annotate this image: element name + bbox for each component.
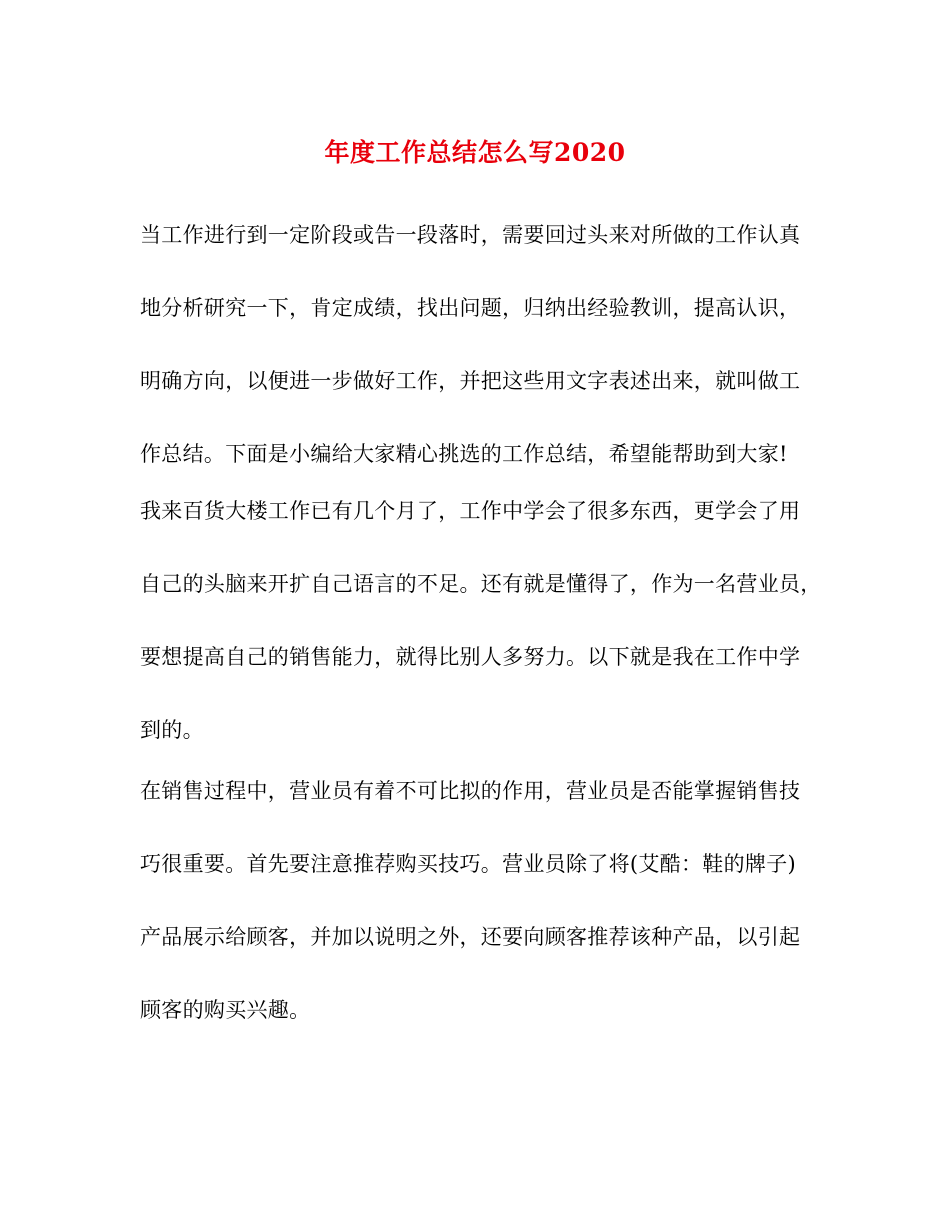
body-line-1: 当工作进行到一定阶段或告一段落时，需要回过头来对所做的工作认真 <box>140 223 801 247</box>
body-line-7: 要想提高自己的销售能力，就得比别人多努力。以下就是我在工作中学 <box>140 645 801 669</box>
body-line-3: 明确方向，以便进一步做好工作，并把这些用文字表述出来，就叫做工 <box>140 369 801 393</box>
body-line-8: 到的。 <box>140 718 204 742</box>
body-line-2: 地分析研究一下，肯定成绩，找出问题，归纳出经验教训，提高认识， <box>140 296 801 320</box>
body-line-4: 作总结。下面是小编给大家精心挑选的工作总结，希望能帮助到大家! <box>140 442 788 466</box>
body-line-10: 巧很重要。首先要注意推荐购买技巧。营业员除了将(艾酷：鞋的牌子) <box>140 852 796 876</box>
body-line-5: 我来百货大楼工作已有几个月了，工作中学会了很多东西，更学会了用 <box>140 499 801 523</box>
document-title: 年度工作总结怎么写2020 <box>324 138 626 167</box>
body-line-11: 产品展示给顾客，并加以说明之外，还要向顾客推荐该种产品，以引起 <box>140 925 801 949</box>
body-line-6: 自己的头脑来开扩自己语言的不足。还有就是懂得了，作为一名营业员， <box>140 572 822 596</box>
body-line-12: 顾客的购买兴趣。 <box>140 998 311 1022</box>
body-line-9: 在销售过程中，营业员有着不可比拟的作用，营业员是否能掌握销售技 <box>140 779 801 803</box>
